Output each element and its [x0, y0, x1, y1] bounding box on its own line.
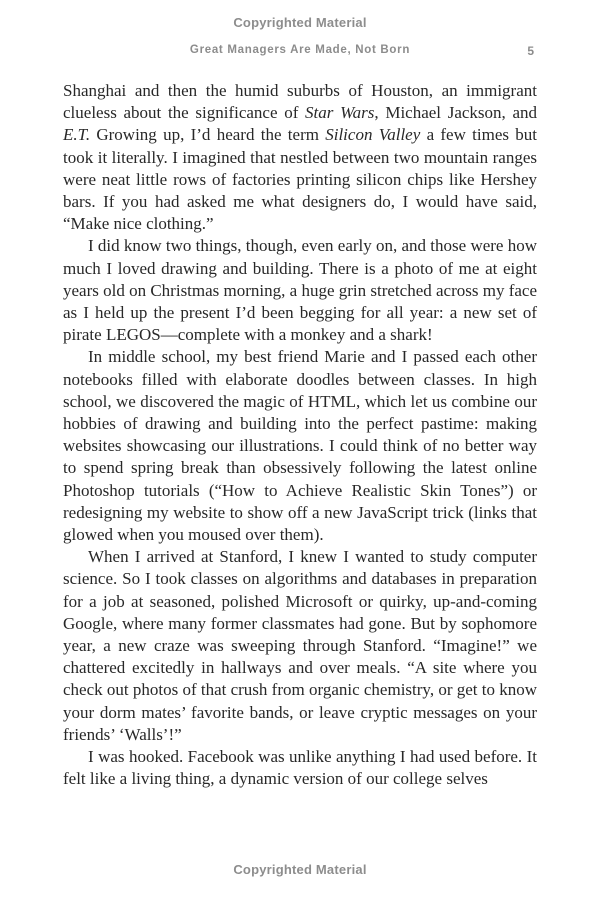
running-header	[63, 44, 537, 60]
paragraph-4	[63, 546, 537, 746]
text-segment: In middle school, my best friend Marie and I passed each other notebooks filled with elaborate doodles between classes. In high school, we discovered the magic of HTML, which let us combine our hobbies of drawing and building into the perfect pastime: making websites showcasing our illustrations. I could think of no better way to spend spring break than obsessively following the latest online Photoshop tutorials (“How to Achieve Realistic Skin Tones”) or redesigning my website to show off a new JavaScript trick (links that glowed when you moused over them).	[63, 347, 537, 545]
page-body	[63, 80, 537, 791]
text-segment: I did know two things, though, even early on, and those were how much I loved drawing and building. There is a photo of me at eight years old on Christmas morning, a huge grin stretched across my face as I held up the present I’d been begging for all year: a new set of pirate LEGOS—complete with a monkey and a shark!	[63, 236, 537, 345]
text-segment: a few times but took it literally. I imagined that nestled between two mountain ranges were neat little rows of factories printing silicon chips like Hershey bars. If you had asked me what designers do, I would have said, “Make nice clothing.”	[63, 125, 537, 234]
copyright-notice-bottom: Copyrighted Material	[233, 862, 367, 877]
italic-text-segment: Star Wars	[305, 103, 375, 123]
italic-text-segment: E.T.	[63, 125, 91, 145]
text-segment: , Michael Jackson, and	[374, 103, 538, 123]
chapter-title: Great Managers Are Made, Not Born	[189, 44, 411, 56]
paragraph-1	[63, 80, 537, 235]
paragraph-3	[63, 346, 537, 546]
text-segment: Shanghai and then the humid suburbs of Houston, an immigrant clueless about the significance of	[63, 81, 537, 123]
text-segment: Growing up, I’d heard the term	[90, 125, 326, 145]
text-segment: I was hooked. Facebook was unlike anything I had used before. It felt like a living thing, a dynamic version of our college selves	[63, 747, 537, 789]
copyright-notice-top: Copyrighted Material	[233, 15, 367, 30]
paragraph-5	[63, 746, 537, 790]
paragraph-2	[63, 235, 537, 346]
text-segment: When I arrived at Stanford, I knew I wanted to study computer science. So I took classes on algorithms and databases in preparation for a job at seasoned, polished Microsoft or quirky, up-and-coming Google, where many former classmates had gone. But by sophomore year, a new craze was sweeping through Stanford. “Imagine!” we chattered excitedly in hallways and over meals. “A site where you check out photos of that crush from organic chemistry, or get to know your dorm mates’ favorite bands, or leave cryptic messages on your friends’ ‘Walls’!”	[63, 547, 537, 744]
page-number: 5	[527, 44, 534, 58]
italic-text-segment: Silicon Valley	[325, 125, 421, 145]
